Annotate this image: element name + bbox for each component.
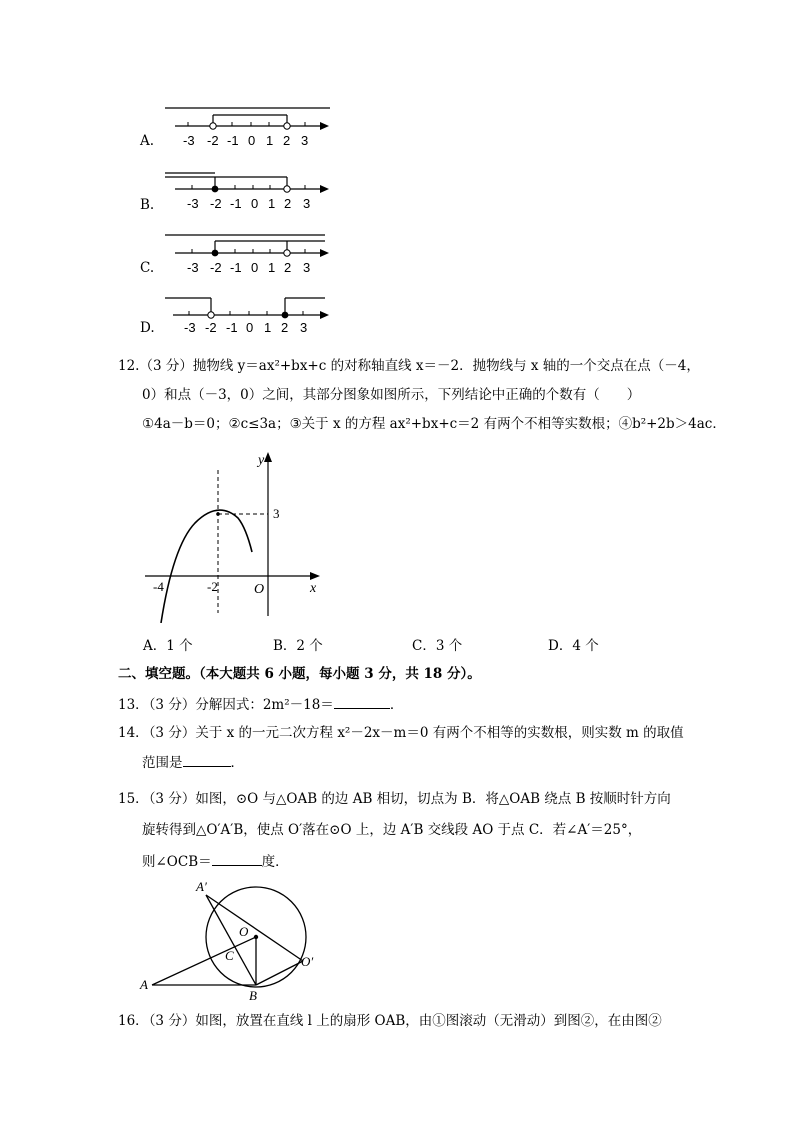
- section-heading: 二、填空题。（本大题共 6 小题，每小题 3 分，共 18 分）。: [118, 666, 481, 682]
- tick-label: -2: [210, 196, 222, 211]
- tick-label: -3: [187, 196, 199, 211]
- q15-line1: [118, 789, 671, 809]
- tick-label: 2: [283, 133, 291, 148]
- tick-label: 2: [284, 196, 292, 211]
- tick-label: 1: [268, 196, 276, 211]
- tick-label: 0: [246, 320, 254, 335]
- option-d-label: D.: [140, 320, 155, 336]
- q12-parabola-graph: [140, 448, 330, 623]
- tick-label: 3: [300, 320, 308, 335]
- option-a-number-line: [165, 105, 335, 150]
- q14-score: （3 分）: [148, 725, 196, 741]
- tick-label: 1: [268, 260, 276, 275]
- q13-end: ．: [389, 697, 404, 713]
- q15-number: 15．: [118, 791, 149, 807]
- option-c-number-line: [165, 232, 335, 277]
- label-a: A: [140, 977, 148, 992]
- q14-line2: [142, 752, 244, 773]
- option-b-label: B.: [140, 197, 155, 213]
- y-axis-label: y: [258, 453, 265, 468]
- q12-score: （3 分）: [139, 358, 193, 374]
- origin-label: O: [254, 582, 265, 597]
- option-b-number-line: [165, 170, 335, 215]
- tick-label: 0: [248, 133, 256, 148]
- neg4-label: -4: [153, 579, 164, 594]
- q13-score: （3 分）: [148, 697, 196, 713]
- q16-number: 16．: [118, 1013, 149, 1029]
- q15-line3: [142, 851, 289, 872]
- tick-label: -2: [210, 260, 222, 275]
- q14-text-line1: 关于 x 的一元二次方程 x²－2x－m＝0 有两个不相等的实数根，则实数 m 的取值: [195, 725, 684, 741]
- tick-label: -1: [230, 196, 242, 211]
- q12-line3: ①4a－b＝0；②c≤3a；③关于 x 的方程 ax²+bx+c＝2 有两个不相等实数根；④b²+2b＞4ac．: [142, 416, 726, 432]
- choice-d: D．4 个: [548, 638, 599, 654]
- tick-label: 3: [303, 260, 311, 275]
- x-axis-label: x: [310, 581, 317, 596]
- tick-label: 3: [301, 133, 309, 148]
- tick-label: 1: [264, 320, 272, 335]
- q13-number: 13．: [118, 697, 149, 713]
- label-b: B: [249, 988, 257, 1003]
- tick-label: 2: [281, 320, 289, 335]
- option-c-label: C.: [140, 260, 155, 276]
- choice-b: B．2 个: [273, 638, 323, 654]
- q15-text-line1: 如图，⊙O 与△OAB 的边 AB 相切，切点为 B．将△OAB 绕点 B 按顺时针方向: [195, 791, 671, 807]
- tick-label: -2: [207, 133, 219, 148]
- tick-label: 2: [284, 260, 292, 275]
- q16-text-line1: 如图，放置在直线 l 上的扇形 OAB，由①图滚动（无滑动）到图②，在由图②: [195, 1013, 662, 1029]
- tick-label: -3: [184, 320, 196, 335]
- tick-label: -3: [187, 260, 199, 275]
- option-a-label: A.: [140, 133, 155, 149]
- q15-score: （3 分）: [148, 791, 196, 807]
- q13: [118, 694, 403, 715]
- label-o-prime: O′: [301, 954, 314, 969]
- tick-label: 0: [251, 196, 259, 211]
- tick-label: -1: [226, 320, 238, 335]
- tick-label: 1: [266, 133, 274, 148]
- q13-text: 分解因式：2m²－18＝: [195, 697, 334, 713]
- q15-circle-figure: [138, 880, 338, 1005]
- neg2-label: -2: [207, 579, 218, 594]
- q12-choices: [0, 634, 794, 654]
- choice-a: A．1 个: [143, 638, 193, 654]
- tick-label: -1: [227, 133, 239, 148]
- q12-line2: 0）和点（－3，0）之间，其部分图象如图所示，下列结论中正确的个数有（ ）: [142, 387, 641, 403]
- tick-label: -2: [205, 320, 217, 335]
- tick-label: -3: [183, 133, 195, 148]
- tick-label: 0: [251, 260, 259, 275]
- q11-options: [0, 100, 794, 340]
- q15-answer-blank[interactable]: [212, 851, 262, 866]
- q16-line1: [118, 1011, 662, 1031]
- q15-end: 度．: [261, 854, 289, 870]
- max-value-label: 3: [273, 506, 280, 521]
- q14-number: 14．: [118, 725, 149, 741]
- label-c: C: [225, 948, 234, 963]
- q12-line1: [118, 356, 700, 376]
- q13-answer-blank[interactable]: [334, 694, 390, 709]
- tick-label: -1: [230, 260, 242, 275]
- label-a-prime: A′: [196, 880, 207, 894]
- choice-c: C．3 个: [412, 638, 463, 654]
- tick-label: 3: [303, 196, 311, 211]
- q16-score: （3 分）: [148, 1013, 196, 1029]
- q15-text-line3: 则∠OCB＝: [142, 854, 212, 870]
- option-d-number-line: [165, 295, 335, 340]
- q12-text-line1: 抛物线 y＝ax²+bx+c 的对称轴直线 x＝－2．抛物线与 x 轴的一个交点在点（－4，: [192, 358, 700, 374]
- q14-text-line2: 范围是: [142, 755, 183, 771]
- q14-end: ．: [230, 755, 244, 771]
- q14-line1: [118, 723, 684, 743]
- q15-line2: 旋转得到△O′A′B，使点 O′落在⊙O 上，边 A′B 交线段 AO 于点 C．若∠A′＝25°，: [142, 822, 642, 838]
- q14-answer-blank[interactable]: [183, 752, 231, 767]
- q12-number: 12.: [118, 358, 140, 374]
- label-o: O: [239, 924, 249, 939]
